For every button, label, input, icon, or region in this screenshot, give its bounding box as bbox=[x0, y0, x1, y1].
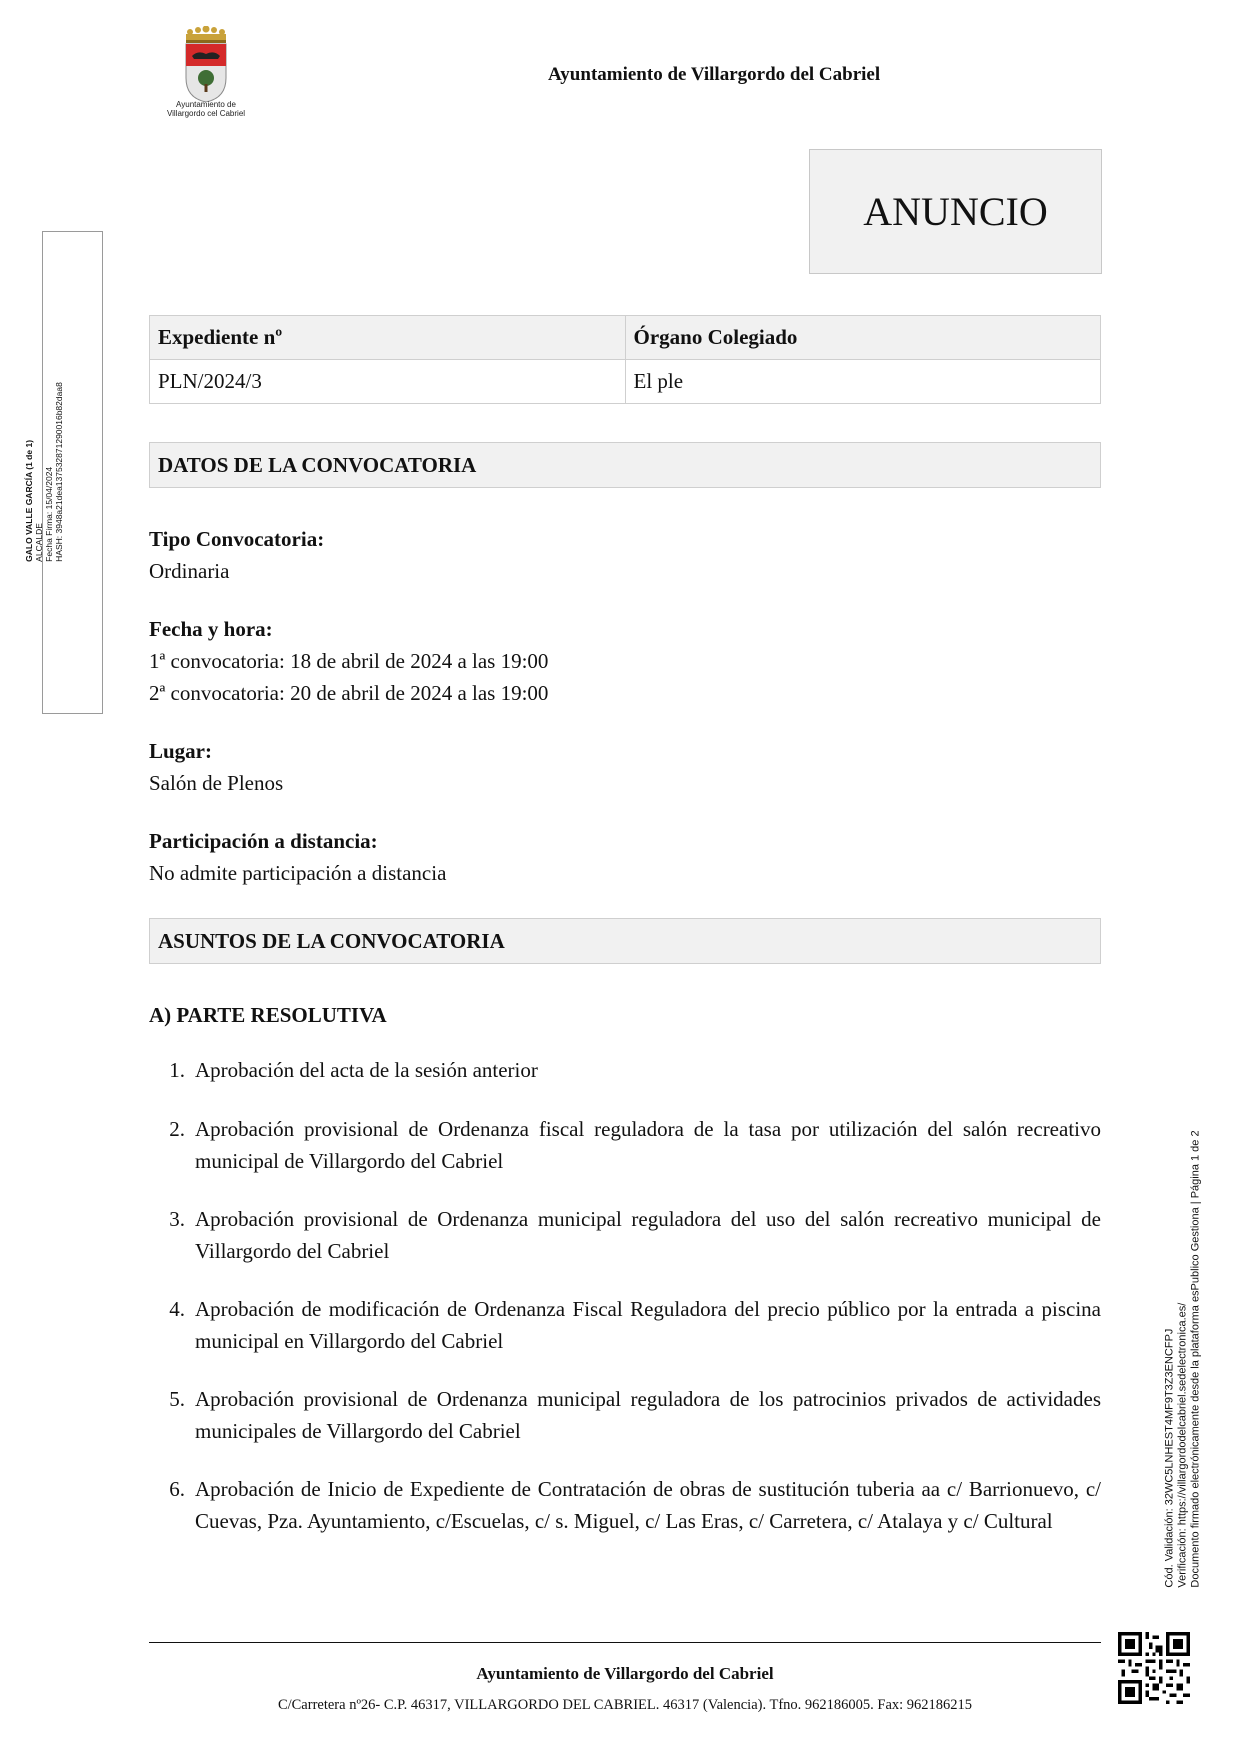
list-item-number: 3. bbox=[169, 1207, 185, 1231]
qr-code-icon[interactable] bbox=[1118, 1632, 1190, 1704]
expediente-header: Expediente nº bbox=[150, 316, 626, 360]
list-item-text: Aprobación provisional de Ordenanza fiscal reguladora de la tasa por utilización del salón recreativo municipal de Villargordo del Cabriel bbox=[195, 1117, 1101, 1173]
organo-value: El ple bbox=[625, 360, 1101, 404]
list-item-text: Aprobación del acta de la sesión anterior bbox=[195, 1058, 538, 1082]
crest-caption-line2: Villargordo cel Cabriel bbox=[166, 109, 246, 118]
list-item bbox=[149, 1113, 1101, 1177]
validation-code: Cód. Validación: 32WC5LNHEST4MF9T3Z3ENCFPJ bbox=[1163, 1328, 1176, 1588]
lugar-label: Lugar: bbox=[149, 739, 212, 763]
list-item bbox=[149, 1383, 1101, 1447]
list-item-text: Aprobación provisional de Ordenanza municipal reguladora de los patrocinios privados de actividades municipales de Villargordo del Cabriel bbox=[195, 1387, 1101, 1443]
municipal-coat-of-arms-icon bbox=[150, 26, 262, 124]
list-item bbox=[149, 1203, 1101, 1267]
footer-address: C/Carretera nº26- C.P. 46317, VILLARGORDO DEL CABRIEL. 46317 (Valencia). Tfno. 962186005. Fax: 962186215 bbox=[277, 1697, 973, 1713]
fecha-line1: 1ª convocatoria: 18 de abril de 2024 a las 19:00 bbox=[149, 649, 549, 673]
list-item-number: 6. bbox=[169, 1477, 185, 1501]
table-header-row bbox=[150, 316, 1101, 360]
signature-block bbox=[24, 382, 64, 562]
list-item-number: 1. bbox=[169, 1058, 185, 1082]
footer-divider bbox=[149, 1642, 1101, 1643]
list-item bbox=[149, 1293, 1101, 1357]
coat-of-arms-graphic bbox=[150, 26, 262, 102]
header-title: Ayuntamiento de Villargordo del Cabriel bbox=[548, 64, 881, 85]
fecha-line2: 2ª convocatoria: 20 de abril de 2024 a las 19:00 bbox=[149, 681, 549, 705]
list-item-text: Aprobación de Inicio de Expediente de Contratación de obras de sustitución tuberia aa c/ Barrionuevo, c/ Cuevas, Pza. Ayuntamiento, c/Escuelas, c/ s. Miguel, c/ Las Eras, c/ Carretera, c/ Atalaya y c/ Cultural bbox=[195, 1477, 1101, 1533]
list-item-text: Aprobación provisional de Ordenanza municipal reguladora del uso del salón recreativo municipal de Villargordo del Cabriel bbox=[195, 1207, 1101, 1263]
signature-hash: HASH: 3948a21dea137532871290016b82daa8 bbox=[54, 382, 64, 562]
participacion-label: Participación a distancia: bbox=[149, 829, 378, 853]
list-item-number: 5. bbox=[169, 1387, 185, 1411]
signature-role: ALCALDE bbox=[34, 523, 44, 562]
asuntos-section-header: ASUNTOS DE LA CONVOCATORIA bbox=[149, 918, 1101, 964]
participacion-value: No admite participación a distancia bbox=[149, 861, 447, 885]
document-signed-note: Documento firmado electrónicamente desde la plataforma esPublico Gestiona | Página 1 de 2 bbox=[1189, 1130, 1202, 1588]
list-item bbox=[149, 1054, 1101, 1086]
list-item-number: 2. bbox=[169, 1117, 185, 1141]
list-item-text: Aprobación de modificación de Ordenanza Fiscal Reguladora del precio público por la entrada a piscina municipal en Villargordo del Cabriel bbox=[195, 1297, 1101, 1353]
datos-section-header: DATOS DE LA CONVOCATORIA bbox=[149, 442, 1101, 488]
verification-link[interactable]: Verificación: https://villargordodelcabriel.sedelectronica.es/ bbox=[1176, 1302, 1189, 1588]
signature-name: GALO VALLE GARCÍA (1 de 1) bbox=[24, 439, 34, 562]
list-item-number: 4. bbox=[169, 1297, 185, 1321]
footer-title: Ayuntamiento de Villargordo del Cabriel bbox=[476, 1664, 774, 1683]
expediente-table bbox=[149, 315, 1101, 404]
list-item bbox=[149, 1473, 1101, 1537]
signature-date: Fecha Firma: 15/04/2024 bbox=[44, 466, 54, 562]
expediente-value: PLN/2024/3 bbox=[150, 360, 626, 404]
tipo-label: Tipo Convocatoria: bbox=[149, 527, 325, 551]
tipo-value: Ordinaria bbox=[149, 559, 230, 583]
fecha-label: Fecha y hora: bbox=[149, 617, 273, 641]
crest-caption-line1: Ayuntamiento de bbox=[176, 100, 236, 109]
lugar-value: Salón de Plenos bbox=[149, 771, 284, 795]
parte-resolutiva-heading: A) PARTE RESOLUTIVA bbox=[149, 1003, 387, 1027]
table-row bbox=[150, 360, 1101, 404]
anuncio-box: ANUNCIO bbox=[809, 149, 1102, 274]
organo-header: Órgano Colegiado bbox=[625, 316, 1101, 360]
validation-block bbox=[1164, 1130, 1203, 1587]
